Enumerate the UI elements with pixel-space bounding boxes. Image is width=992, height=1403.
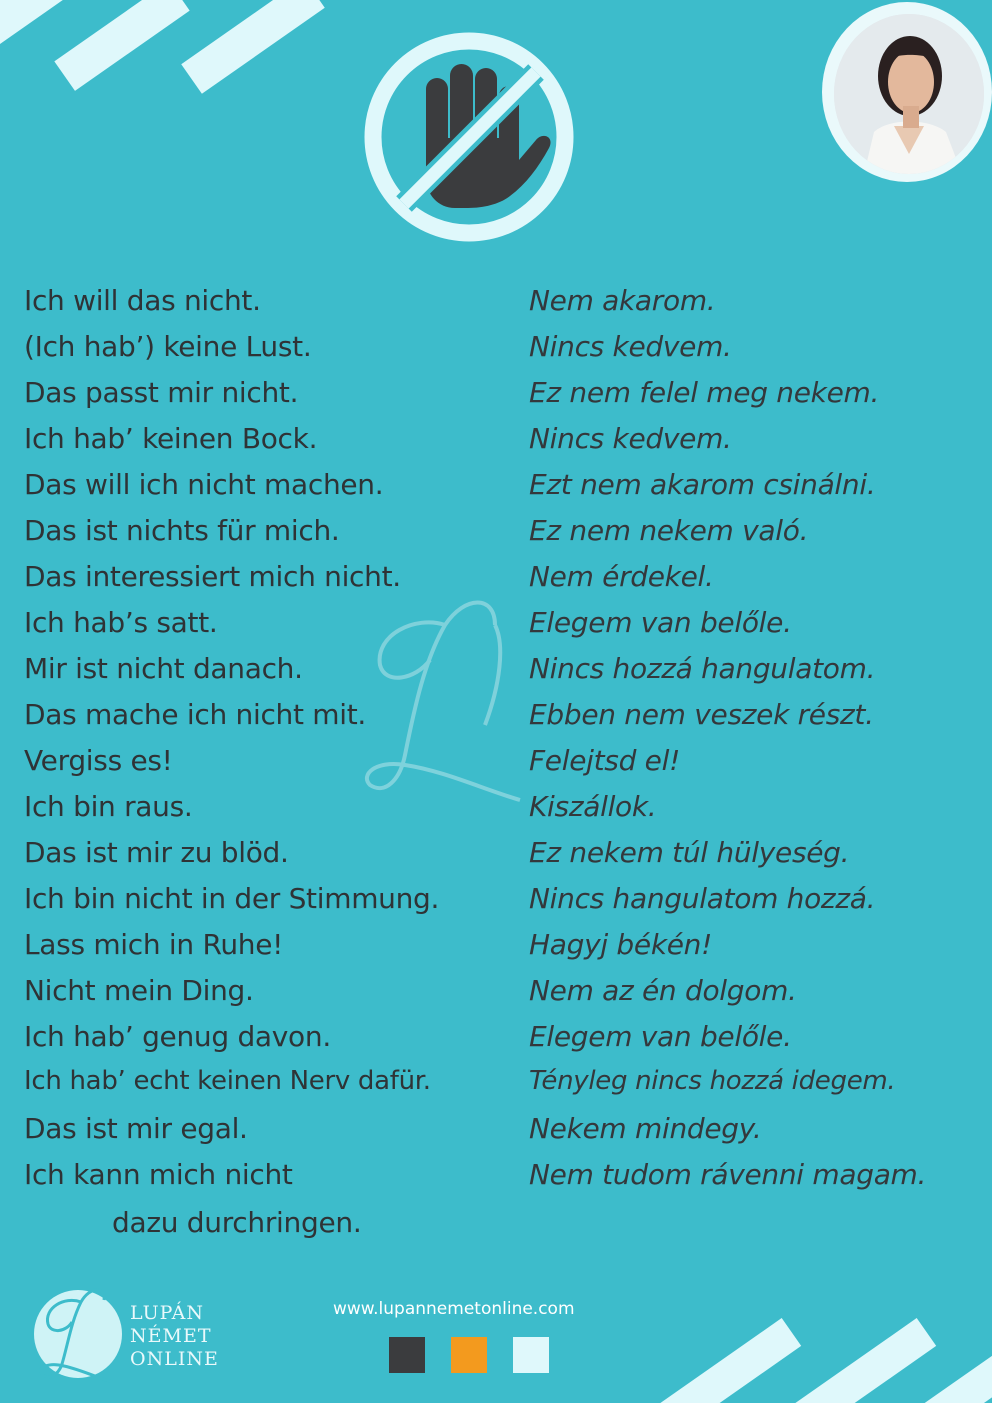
decor-stripe (181, 0, 325, 94)
german-phrase: Das passt mir nicht. (24, 376, 299, 409)
german-phrase: Ich kann mich nicht (24, 1158, 293, 1191)
list-item (0, 928, 992, 974)
hungarian-translation: Ebben nem veszek részt. (529, 698, 874, 731)
hungarian-translation: Nincs kedvem. (529, 422, 732, 455)
letter-l-monogram-icon (26, 1282, 136, 1392)
list-item (0, 376, 992, 422)
german-phrase: Ich will das nicht. (24, 284, 261, 317)
list-item (0, 284, 992, 330)
avatar (822, 2, 992, 182)
german-phrase: Das ist nichts für mich. (24, 514, 340, 547)
german-phrase: Das ist mir zu blöd. (24, 836, 289, 869)
hungarian-translation: Ez nem felel meg nekem. (529, 376, 880, 409)
hungarian-translation: Nem az én dolgom. (529, 974, 797, 1007)
german-phrase: (Ich hab’) keine Lust. (24, 330, 312, 363)
hungarian-translation: Nem akarom. (529, 284, 716, 317)
hungarian-translation: Hagyj békén! (529, 928, 713, 961)
brand-logo-text (130, 1302, 219, 1371)
hungarian-translation: Ez nem nekem való. (529, 514, 809, 547)
list-item (0, 514, 992, 560)
color-swatch-dark (389, 1337, 425, 1373)
list-item (0, 698, 992, 744)
list-item (0, 882, 992, 928)
german-phrase: Das mache ich nicht mit. (24, 698, 367, 731)
hungarian-translation: Nekem mindegy. (529, 1112, 762, 1145)
color-swatch-orange (451, 1337, 487, 1373)
list-item (0, 744, 992, 790)
german-phrase: Nicht mein Ding. (24, 974, 254, 1007)
list-item (0, 1066, 992, 1112)
list-item (0, 1020, 992, 1066)
list-item (0, 836, 992, 882)
list-item (0, 1158, 992, 1204)
list-item (0, 560, 992, 606)
hungarian-translation: Nem érdekel. (529, 560, 714, 593)
list-item (0, 468, 992, 514)
list-item (0, 974, 992, 1020)
list-item (0, 790, 992, 836)
decor-stripe (659, 1318, 801, 1403)
german-phrase: Das interessiert mich nicht. (24, 560, 401, 593)
hungarian-translation: Nincs hangulatom hozzá. (529, 882, 876, 915)
german-phrase-continuation: dazu durchringen. (112, 1206, 362, 1239)
website-link[interactable]: www.lupannemetonline.com (333, 1299, 575, 1319)
hungarian-translation: Kiszállok. (529, 790, 657, 823)
list-item (0, 652, 992, 698)
hungarian-translation: Tényleg nincs hozzá idegem. (529, 1066, 896, 1096)
hungarian-translation: Elegem van belőle. (529, 606, 792, 639)
list-item (0, 606, 992, 652)
german-phrase: Ich hab’ echt keinen Nerv dafür. (24, 1066, 431, 1096)
list-item (0, 1112, 992, 1158)
hungarian-translation: Ezt nem akarom csinálni. (529, 468, 876, 501)
german-phrase: Vergiss es! (24, 744, 173, 777)
hungarian-translation: Nem tudom rávenni magam. (529, 1158, 927, 1191)
decor-stripe (0, 0, 79, 57)
hungarian-translation: Ez nekem túl hülyeség. (529, 836, 850, 869)
decor-stripe (794, 1318, 936, 1403)
hungarian-translation: Felejtsd el! (529, 744, 680, 777)
hungarian-translation: Nincs hozzá hangulatom. (529, 652, 876, 685)
brand-line: NÉMET (130, 1325, 212, 1347)
decor-stripe (54, 0, 189, 91)
german-phrase: Ich bin raus. (24, 790, 193, 823)
color-swatch-light (513, 1337, 549, 1373)
german-phrase: Ich hab’s satt. (24, 606, 218, 639)
german-phrase: Ich hab’ keinen Bock. (24, 422, 318, 455)
german-phrase: Mir ist nicht danach. (24, 652, 303, 685)
portrait-image (834, 14, 984, 174)
german-phrase: Ich hab’ genug davon. (24, 1020, 331, 1053)
no-hand-icon (360, 28, 578, 246)
hungarian-translation: Elegem van belőle. (529, 1020, 792, 1053)
german-phrase: Das ist mir egal. (24, 1112, 248, 1145)
german-phrase: Lass mich in Ruhe! (24, 928, 284, 961)
list-item (0, 330, 992, 376)
german-phrase: Ich bin nicht in der Stimmung. (24, 882, 440, 915)
list-item (0, 422, 992, 468)
hungarian-translation: Nincs kedvem. (529, 330, 732, 363)
brand-line: ONLINE (130, 1348, 219, 1370)
german-phrase: Das will ich nicht machen. (24, 468, 384, 501)
brand-line: LUPÁN (130, 1302, 204, 1324)
